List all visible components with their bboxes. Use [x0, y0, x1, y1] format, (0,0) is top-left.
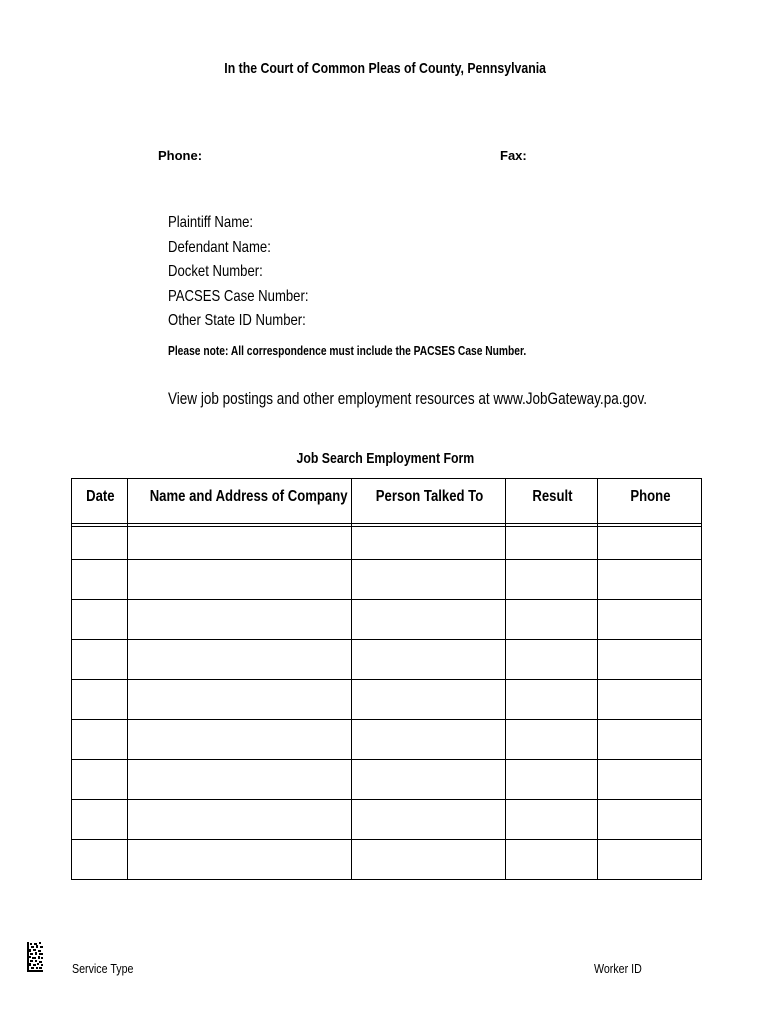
case-fields: [168, 211, 339, 334]
header-date: Date: [85, 488, 115, 505]
worker-id-label: Worker ID: [594, 961, 642, 976]
header-company: Name and Address of Company: [149, 488, 348, 505]
pacses-case-number-label: PACSES Case Number:: [168, 287, 309, 305]
docket-number-label: Docket Number:: [168, 263, 263, 280]
row-divider: [72, 639, 701, 640]
other-state-id-label: Other State ID Number:: [168, 312, 306, 329]
2d-barcode-icon: [27, 942, 43, 972]
form-title: Job Search Employment Form: [296, 450, 474, 467]
court-title: In the Court of Common Pleas of County, Pennsylvania: [224, 60, 546, 77]
service-type-label: Service Type: [72, 961, 134, 976]
row-divider: [72, 759, 701, 760]
row-divider: [72, 599, 701, 600]
row-divider: [72, 839, 701, 840]
row-divider: [72, 799, 701, 800]
header-person: Person Talked To: [375, 488, 483, 505]
row-divider: [72, 679, 701, 680]
phone-label: Phone:: [158, 148, 203, 163]
job-search-table: [71, 478, 702, 880]
header-result: Result: [531, 488, 573, 505]
plaintiff-name-label: Plaintiff Name:: [168, 214, 254, 231]
header-phone: Phone: [629, 488, 671, 505]
defendant-name-label: Defendant Name:: [168, 238, 271, 256]
fax-label: Fax:: [500, 148, 527, 163]
row-divider: [72, 559, 701, 560]
row-divider: [72, 719, 701, 720]
correspondence-note: Please note: All correspondence must include the PACSES Case Number.: [168, 344, 527, 358]
table-header-row: [72, 479, 701, 527]
jobgateway-text: View job postings and other employment resources at www.JobGateway.pa.gov.: [168, 390, 648, 408]
